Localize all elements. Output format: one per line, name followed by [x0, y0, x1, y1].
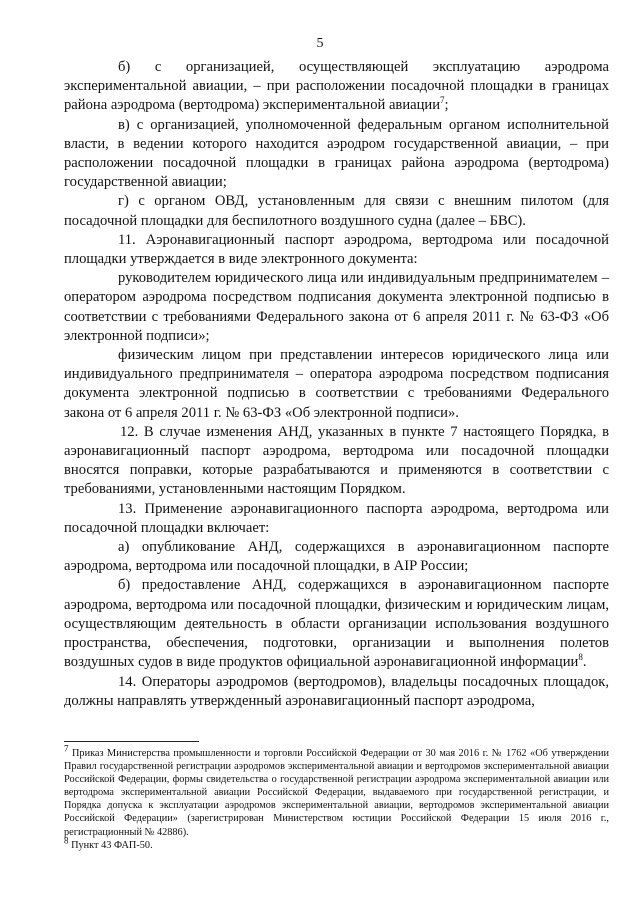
footnote-divider: [64, 741, 199, 742]
footnote: $^7$ Приказ Министерства промышленности и торговли Российской Федерации от 30 мая 2016 г. № 1762 «Об утверждении Правил государственной регистрации аэродромов экспериментальной авиации и вертодромов экспериментальной авиации Российской Федерации, формы свидетельства о государственной регистрации аэродрома экспериментальной авиации или вертодрома экспериментальной авиации Российской Федерации, выдаваемого при государственной регистрации, и Порядка допуска к эксплуатации аэродромов экспериментальной авиации, вертодромов экспериментальной авиации Российской Федерации» (зарегистрирован Министерством юстиции Российской Федерации 15 июля 2016 г., регистрационный № 42886).: [64, 743, 609, 838]
footnote-ref: 8: [578, 652, 583, 663]
footnote: $^8$ Пункт 43 ФАП-50.: [64, 835, 153, 851]
paragraph: 12. В случае изменения АНД, указанных в пункте 7 настоящего Порядка, в аэронавигационный паспорт аэродрома, вертодрома или посадочной площадки вносятся поправки, которые разрабатываются и применяются в соответствии с требованиями, установленными настоящим Порядком.: [64, 423, 609, 498]
paragraph: 14. Операторы аэродромов (вертодромов), владельцы посадочных площадок, должны направлять утвержденный аэронавигационный паспорт аэродрома,: [64, 673, 609, 709]
paragraph: физическим лицом при представлении интересов юридического лица или индивидуального предпринимателя – оператора аэродрома посредством подписания документа электронной подписью в соответствии с требованиями Федерального закона от 6 апреля 2011 г. № 63-ФЗ «Об электронной подписи».: [64, 347, 609, 421]
page-number: 5: [316, 36, 324, 51]
footnotes: [64, 743, 609, 852]
paragraph: г) с органом ОВД, установленным для связи с внешним пилотом (для посадочной площадки для беспилотного воздушного судна (далее – БВС).: [64, 193, 609, 229]
paragraph: в) с организацией, уполномоченной федеральным органом исполнительной власти, в ведении которого находится аэродром государственной авиации, – при расположении посадочной площадки в границах района аэродрома (вертодрома) государственной авиации;: [64, 116, 609, 191]
paragraph: б) с организацией, осуществляющей эксплуатацию аэродрома экспериментальной авиации, – при расположении посадочной площадки в границах района аэродрома (вертодрома) экспериментальной авиации$^7$;: [64, 59, 609, 114]
paragraph: б) предоставление АНД, содержащихся в аэронавигационном паспорте аэродрома, вертодрома или посадочной площадки, физическим и юридическим лицам, осуществляющим деятельность в области организации использования воздушного пространства, обеспечения, подготовки, организации и выполнения полетов воздушных судов в виде продуктов официальной аэронавигационной информации$^8$.: [64, 577, 609, 671]
paragraph: руководителем юридического лица или индивидуальным предпринимателем – оператором аэродрома посредством подписания документа электронной подписью в соответствии с требованиями Федерального закона от 6 апреля 2011 г. № 63-ФЗ «Об электронной подписи»;: [64, 270, 609, 344]
footnote-ref: 7: [440, 95, 445, 106]
paragraph: 11. Аэронавигационный паспорт аэродрома, вертодрома или посадочной площадки утверждается в виде электронного документа:: [64, 231, 609, 268]
paragraph: 13. Применение аэронавигационного паспорта аэродрома, вертодрома или посадочной площадки включает:: [64, 500, 609, 536]
paragraph: а) опубликование АНД, содержащихся в аэронавигационном паспорте аэродрома, вертодрома или посадочной площадки, в AIP России;: [64, 539, 609, 575]
document-body: [64, 58, 609, 711]
